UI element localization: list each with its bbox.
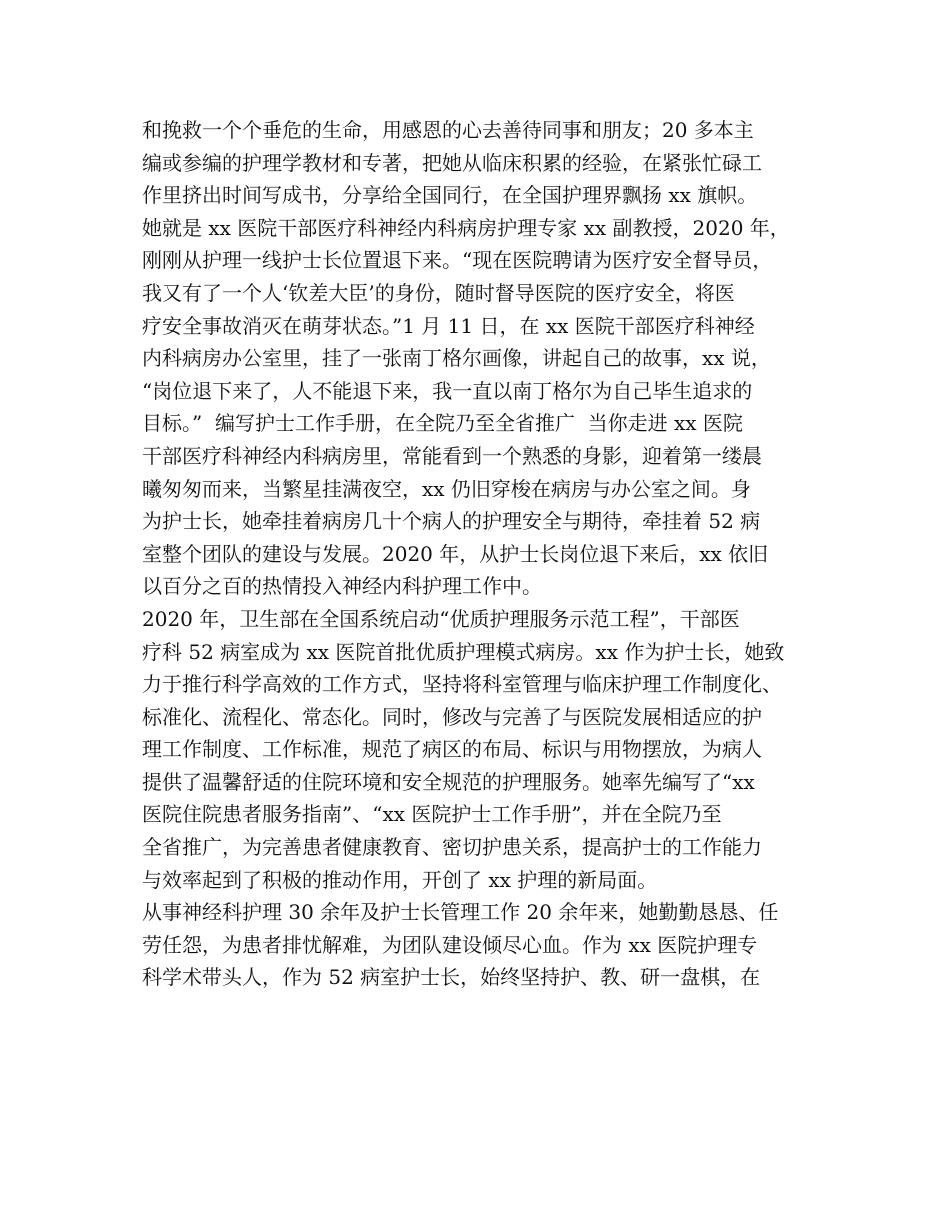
text-line: 她就是 xx 医院干部医疗科神经内科病房护理专家 xx 副教授，2020 年，	[142, 215, 790, 240]
text-line: 提供了温馨舒适的住院环境和安全规范的护理服务。她率先编写了“xx	[142, 769, 755, 794]
text-line: 为护士长，她牵挂着病房几十个病人的护理安全与期待，牵挂着 52 病	[142, 509, 761, 534]
text-line: 干部医疗科神经内科病房里，常能看到一个熟悉的身影，迎着第一缕晨	[142, 443, 762, 468]
text-line: 理工作制度、工作标准，规范了病区的布局、标识与用物摆放，为病人	[142, 737, 762, 762]
text-line: 室整个团队的建设与发展。2020 年，从护士长岗位退下来后，xx 依旧	[142, 541, 769, 566]
text-line: 曦匆匆而来，当繁星挂满夜空，xx 仍旧穿梭在病房与办公室之间。身	[142, 476, 751, 501]
text-line: 力于推行科学高效的工作方式，坚持将科室管理与临床护理工作制度化、	[142, 672, 782, 697]
text-line: 目标。” 编写护士工作手册，在全院乃至全省推广 当你走进 xx 医院	[142, 411, 743, 436]
text-line: 以百分之百的热情投入神经内科护理工作中。	[142, 574, 542, 599]
text-line: 科学术带头人，作为 52 病室护士长，始终坚持护、教、研一盘棋，在	[142, 965, 761, 990]
text-line: “岗位退下来了，人不能退下来，我一直以南丁格尔为自己毕生追求的	[142, 378, 753, 403]
text-line: 医院住院患者服务指南”、“xx 医院护士工作手册”，并在全院乃至	[142, 802, 722, 827]
text-line: 劳任怨，为患者排忧解难，为团队建设倾尽心血。作为 xx 医院护理专	[142, 932, 758, 957]
text-line: 2020 年，卫生部在全国系统启动“优质护理服务示范工程”，干部医	[142, 606, 740, 631]
text-line: 疗科 52 病室成为 xx 医院首批优质护理模式病房。xx 作为护士长，她致	[142, 639, 785, 664]
text-line: 刚刚从护理一线护士长位置退下来。“现在医院聘请为医疗安全督导员，	[142, 248, 773, 273]
text-line: 编或参编的护理学教材和专著，把她从临床积累的经验，在紧张忙碌工	[142, 150, 762, 175]
text-line: 内科病房办公室里，挂了一张南丁格尔画像，讲起自己的故事，xx 说，	[142, 346, 771, 371]
text-line: 从事神经科护理 30 余年及护士长管理工作 20 余年来，她勤勤恳恳、任	[142, 900, 779, 925]
body-text	[142, 114, 832, 994]
text-line: 标准化、流程化、常态化。同时，修改与完善了与医院发展相适应的护	[142, 704, 762, 729]
text-line: 与效率起到了积极的推动作用，开创了 xx 护理的新局面。	[142, 867, 658, 892]
text-line: 和挽救一个个垂危的生命，用感恩的心去善待同事和朋友；20 多本主	[142, 118, 754, 142]
text-line: 疗安全事故消灭在萌芽状态。”1 月 11 日，在 xx 医院干部医疗科神经	[142, 313, 755, 338]
text-line: 我又有了一个人‘钦差大臣’的身份，随时督导医院的医疗安全，将医	[142, 280, 735, 305]
text-line: 全省推广，为完善患者健康教育、密切护患关系，提高护士的工作能力	[142, 835, 762, 860]
text-line: 作里挤出时间写成书，分享给全国同行，在全国护理界飘扬 xx 旗帜。	[142, 183, 758, 208]
